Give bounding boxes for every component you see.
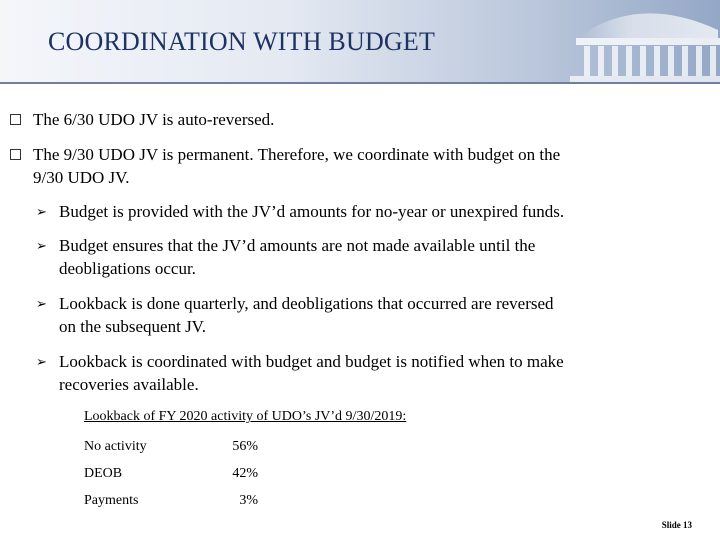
header-divider [0,82,720,84]
square-bullet-icon [10,149,21,160]
arrow-bullet-icon: ➢ [36,238,47,253]
subbullet-text: Lookback is done quarterly, and deobligations that occurred are reversed [59,294,554,313]
square-bullet-icon [10,114,21,125]
lookback-row-value: 42% [232,466,258,481]
subbullet-text: Lookback is coordinated with budget and budget is notified when to make [59,352,564,371]
lookback-title: Lookback of FY 2020 activity of UDO’s JV’d 9/30/2019: [84,409,407,424]
subbullet-text-continued: on the subsequent JV. [59,317,207,336]
subbullet-text-continued: recoveries available. [59,375,199,394]
subbullet-text-continued: deobligations occur. [59,259,196,278]
lookback-row-label: Payments [84,493,139,508]
lookback-row-label: DEOB [84,466,123,481]
arrow-bullet-icon: ➢ [36,204,47,219]
lookback-row-value: 56% [232,439,258,454]
lookback-row-label: No activity [84,439,147,454]
bullet-text: The 6/30 UDO JV is auto-reversed. [33,110,275,129]
subbullet-text: Budget is provided with the JV’d amounts for no-year or unexpired funds. [59,202,565,221]
subbullet-text: Budget ensures that the JV’d amounts are not made available until the [59,236,536,255]
lookback-row-value: 3% [239,493,258,508]
slide-number: Slide 13 [661,520,692,530]
arrow-bullet-icon: ➢ [36,354,47,369]
bullet-text: The 9/30 UDO JV is permanent. Therefore, we coordinate with budget on the [33,145,561,164]
arrow-bullet-icon: ➢ [36,296,47,311]
bullet-text-continued: 9/30 UDO JV. [33,168,130,187]
slide-header [0,0,720,84]
memorial-building-icon [540,0,720,82]
slide-title: COORDINATION WITH BUDGET [48,27,436,56]
